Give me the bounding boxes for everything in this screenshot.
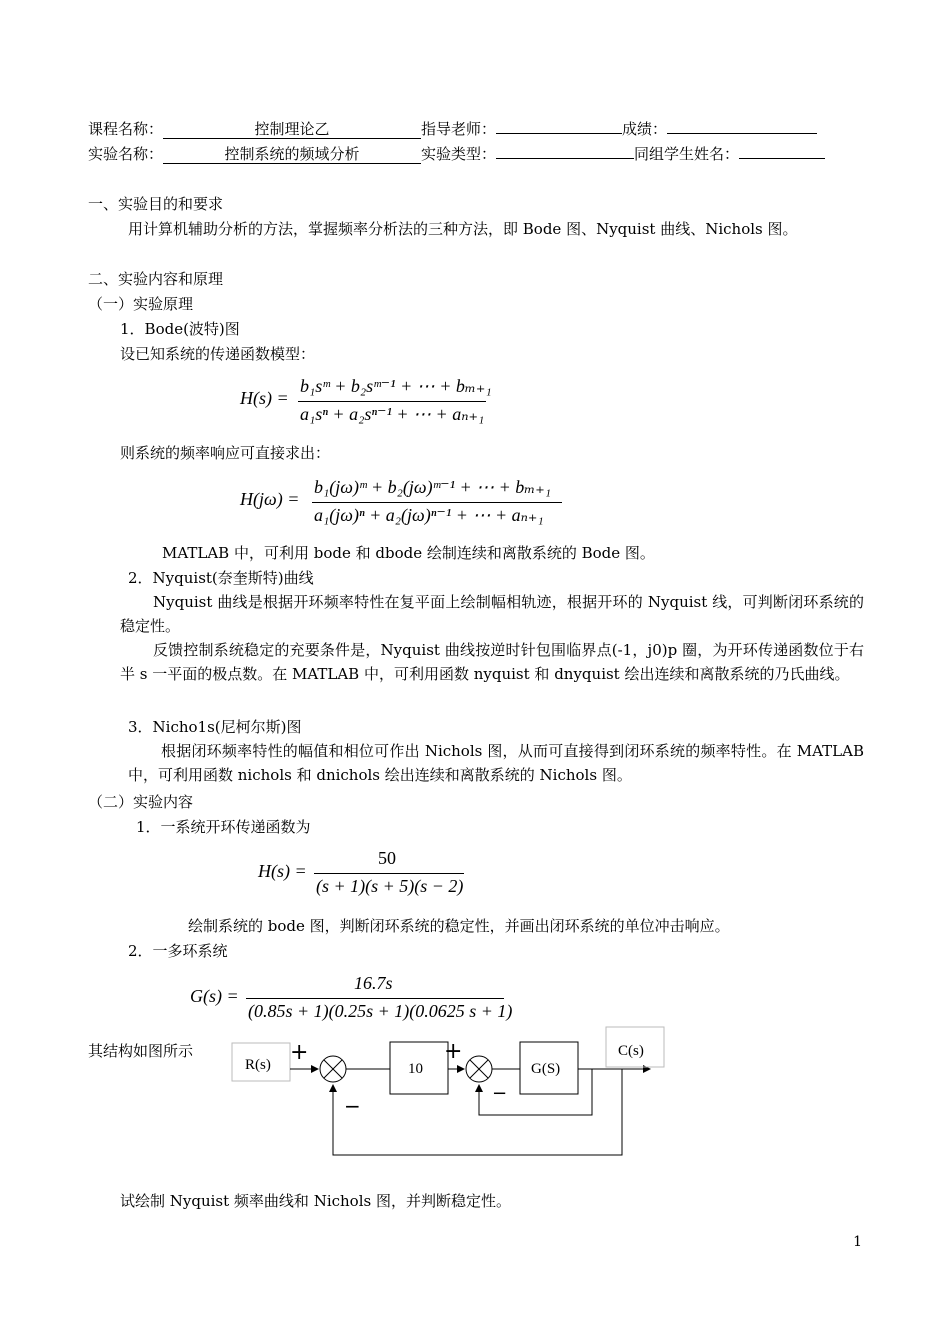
eq4-numerator: 16.7s	[354, 973, 393, 993]
task2-text: 试绘制 Nyquist 频率曲线和 Nichols 图，并判断稳定性。	[120, 1192, 511, 1210]
input-label: R(s)	[245, 1057, 271, 1073]
eq1-lhs: H(s) =	[240, 388, 289, 408]
subsection2-title: （二）实验内容	[88, 793, 194, 811]
minus-sign-2: −	[492, 1083, 508, 1104]
summing-junction-2	[466, 1056, 492, 1082]
eq4-fraction-bar	[246, 998, 504, 999]
eq3-numerator: 50	[378, 848, 396, 868]
subsection1-title: （一）实验原理	[88, 295, 194, 313]
course-label: 课程名称：	[88, 120, 164, 138]
type-field	[496, 158, 634, 159]
course-name-field: 控制理论乙	[163, 121, 421, 139]
type-label: 实验类型：	[421, 145, 497, 163]
header-row-2	[88, 144, 825, 164]
section1-title: 一、实验目的和要求	[88, 195, 224, 213]
task2-title: 2．一多环系统	[128, 942, 228, 960]
eq4-lhs: G(s) =	[190, 986, 239, 1006]
item2-title: 2．Nyquist(奈奎斯特)曲线	[128, 569, 314, 587]
exp-label: 实验名称：	[88, 145, 164, 163]
item1-title: 1．Bode(波特)图	[120, 320, 240, 338]
score-label: 成绩：	[622, 120, 668, 138]
header-row-1	[88, 119, 817, 139]
item1-text3: MATLAB 中，可利用 bode 和 dbode 绘制连续和离散系统的 Bode 图。	[162, 544, 655, 562]
eq3-fraction-bar	[314, 873, 464, 874]
section1-text: 用计算机辅助分析的方法，掌握频率分析法的三种方法，即 Bode 图、Nyquist 曲线、Nichols 图。	[128, 220, 798, 238]
gain-label: 10	[408, 1061, 423, 1077]
equation-4	[190, 973, 520, 1025]
eq3-lhs: H(s) =	[258, 861, 307, 881]
item3-title: 3．Nicho1s(尼柯尔斯)图	[128, 718, 302, 736]
equation-2	[240, 477, 580, 537]
score-field	[667, 133, 817, 134]
summing-junction-1	[320, 1056, 346, 1082]
teacher-field	[496, 133, 622, 134]
item1-text2: 则系统的频率响应可直接求出：	[120, 444, 331, 462]
output-label: C(s)	[618, 1043, 644, 1059]
exp-name-field: 控制系统的频域分析	[163, 146, 421, 164]
task1-title: 1．一系统开环传递函数为	[136, 818, 311, 836]
eq2-lhs: H(jω) =	[240, 489, 300, 509]
eq2-fraction-bar	[312, 502, 562, 503]
eq3-denominator: (s + 1)(s + 5)(s − 2)	[316, 876, 464, 896]
eq1-fraction-bar	[298, 401, 486, 402]
equation-1	[240, 376, 540, 436]
item3-text: 根据闭环频率特性的幅值和相位可作出 Nichols 图，从而可直接得到闭环系统的频率特性。在 MATLAB 中，可利用函数 nichols 和 dnichols 绘出连续和离散系统的 Nichols 图。	[128, 742, 864, 784]
plant-label: G(S)	[531, 1061, 561, 1077]
structure-label: 其结构如图所示	[88, 1042, 194, 1060]
section2-title: 二、实验内容和原理	[88, 270, 224, 288]
eq1-denominator: a₁sⁿ + a₂sⁿ⁻¹ + ⋯ + aₙ₊₁	[300, 404, 485, 424]
page-number: 1	[853, 1234, 862, 1250]
item2-text2: 反馈控制系统稳定的充要条件是，Nyquist 曲线按逆时针包围临界点(-1，j0)p 圈，为开环传递函数位于右半 s 一平面的极点数。在 MATLAB 中，可利用函数 nyquist 和 dnyquist 绘出连续和离散系统的乃氏曲线。	[120, 641, 864, 683]
plus-sign-1: +	[290, 1040, 309, 1065]
eq2-denominator: a₁(jω)ⁿ + a₂(jω)ⁿ⁻¹ + ⋯ + aₙ₊₁	[314, 505, 544, 525]
eq2-numerator: b₁(jω)ᵐ + b₂(jω)ᵐ⁻¹ + ⋯ + bₘ₊₁	[314, 477, 552, 497]
eq4-denominator: (0.85s + 1)(0.25s + 1)(0.0625 s + 1)	[248, 1001, 513, 1021]
item1-text: 设已知系统的传递函数模型：	[120, 345, 316, 363]
block-diagram	[230, 1025, 670, 1165]
teacher-label: 指导老师：	[421, 120, 497, 138]
group-label: 同组学生姓名：	[634, 145, 740, 163]
plus-sign-2: +	[444, 1039, 463, 1064]
item2-text: Nyquist 曲线是根据开环频率特性在复平面上绘制幅相轨迹，根据开环的 Nyquist 线，可判断闭环系统的稳定性。	[120, 593, 864, 635]
minus-sign-1: −	[344, 1094, 361, 1118]
group-field	[739, 158, 825, 159]
task1-text: 绘制系统的 bode 图，判断闭环系统的稳定性，并画出闭环系统的单位冲击响应。	[188, 917, 730, 935]
eq1-numerator: b₁sᵐ + b₂sᵐ⁻¹ + ⋯ + bₘ₊₁	[300, 376, 492, 396]
equation-3	[258, 848, 498, 900]
